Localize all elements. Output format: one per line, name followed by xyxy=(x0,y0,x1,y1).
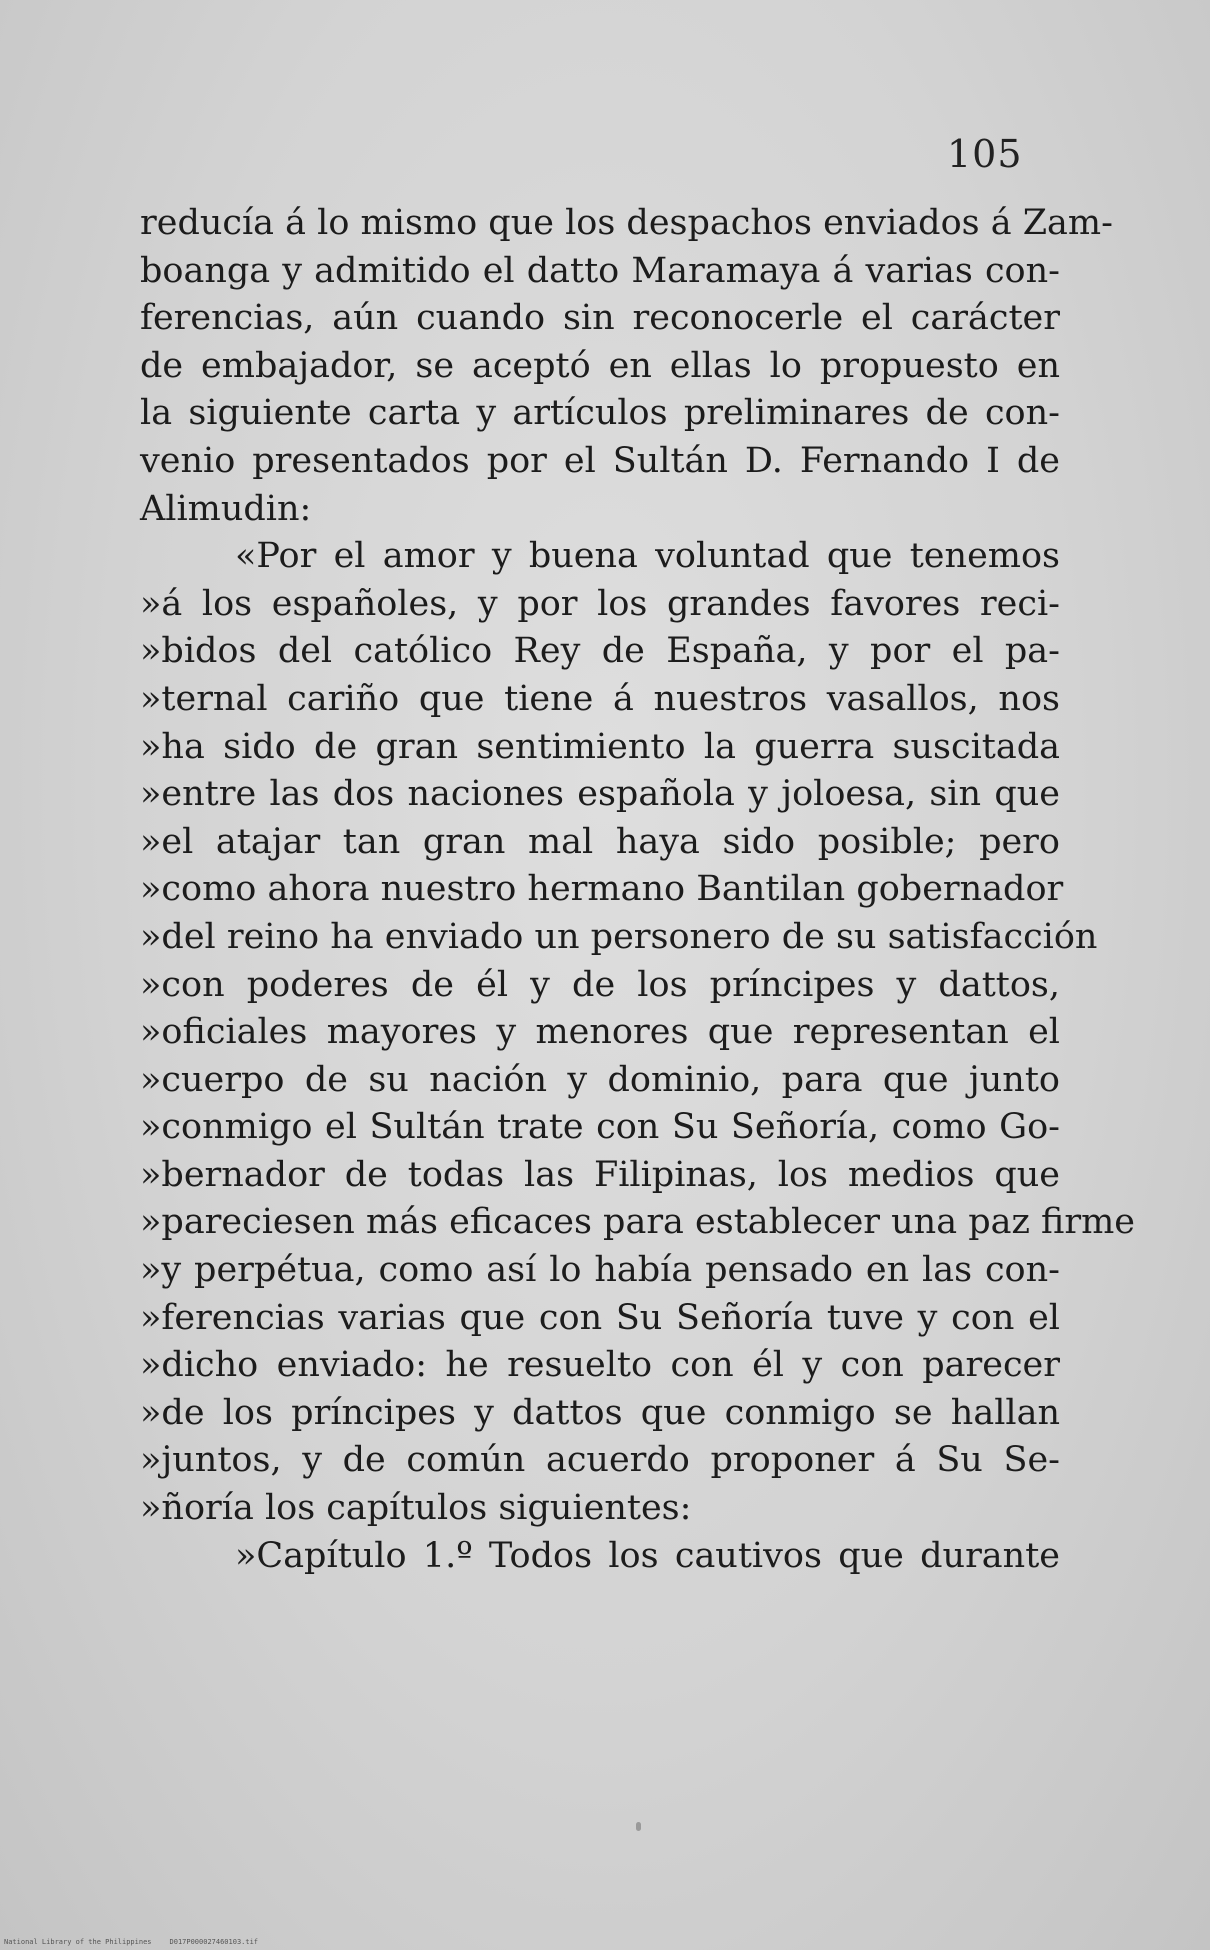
text-line: »cuerpo de su nación y dominio, para que junto xyxy=(140,1059,1060,1100)
text-line: »Capítulo 1.º Todos los cautivos que durante xyxy=(235,1535,1060,1576)
text-line: »entre las dos naciones española y joloesa, sin que xyxy=(140,774,1060,815)
text-line: ferencias, aún cuando sin reconocerle el carácter xyxy=(140,298,1060,339)
text-line: la siguiente carta y artículos preliminares de con- xyxy=(140,393,1060,434)
text-line: »de los príncipes y dattos que conmigo se hallan xyxy=(140,1392,1060,1433)
body-text xyxy=(140,200,1136,1580)
text-line: »del reino ha enviado un personero de su satisfacción xyxy=(140,916,1098,957)
text-line: «Por el amor y buena voluntad que tenemos xyxy=(235,536,1060,577)
text-line: reducía á lo mismo que los despachos enviados á Zam- xyxy=(140,203,1113,243)
page-number: 105 xyxy=(947,132,1023,176)
text-line: »ñoría los capítulos siguientes: xyxy=(140,1488,692,1529)
paper-speck xyxy=(636,1822,641,1831)
text-line: »conmigo el Sultán trate con Su Señoría, como Go- xyxy=(140,1107,1060,1148)
footer-file: D017P000027460103.tif xyxy=(169,1938,259,1946)
text-line: »el atajar tan gran mal haya sido posible; pero xyxy=(140,821,1060,862)
scan-footer xyxy=(4,1938,276,1946)
text-line: venio presentados por el Sultán D. Fernando I de xyxy=(140,440,1060,481)
text-line: »y perpétua, como así lo había pensado en las con- xyxy=(140,1250,1060,1291)
text-line: »oficiales mayores y menores que representan el xyxy=(140,1012,1060,1053)
text-line: »dicho enviado: he resuelto con él y con parecer xyxy=(140,1345,1060,1386)
footer-library: National Library of the Philippines xyxy=(4,1938,152,1946)
text-line: »como ahora nuestro hermano Bantilan gobernador xyxy=(140,869,1064,910)
text-line: »á los españoles, y por los grandes favores reci- xyxy=(140,583,1060,624)
text-line: boanga y admitido el datto Maramaya á varias con- xyxy=(140,250,1060,291)
text-line: »ha sido de gran sentimiento la guerra suscitada xyxy=(140,726,1060,767)
text-line: Alimudin: xyxy=(140,488,312,529)
text-line: »con poderes de él y de los príncipes y dattos, xyxy=(140,964,1060,1005)
text-line: de embajador, se aceptó en ellas lo propuesto en xyxy=(140,345,1060,386)
text-line: »juntos, y de común acuerdo proponer á Su Se- xyxy=(140,1440,1060,1481)
text-line: »bidos del católico Rey de España, y por el pa- xyxy=(140,631,1060,672)
text-line: »pareciesen más eficaces para establecer una paz firme xyxy=(140,1202,1136,1243)
text-line: »ternal cariño que tiene á nuestros vasallos, nos xyxy=(140,678,1060,719)
text-line: »ferencias varias que con Su Señoría tuve y con el xyxy=(140,1297,1060,1338)
text-line: »bernador de todas las Filipinas, los medios que xyxy=(140,1154,1060,1195)
